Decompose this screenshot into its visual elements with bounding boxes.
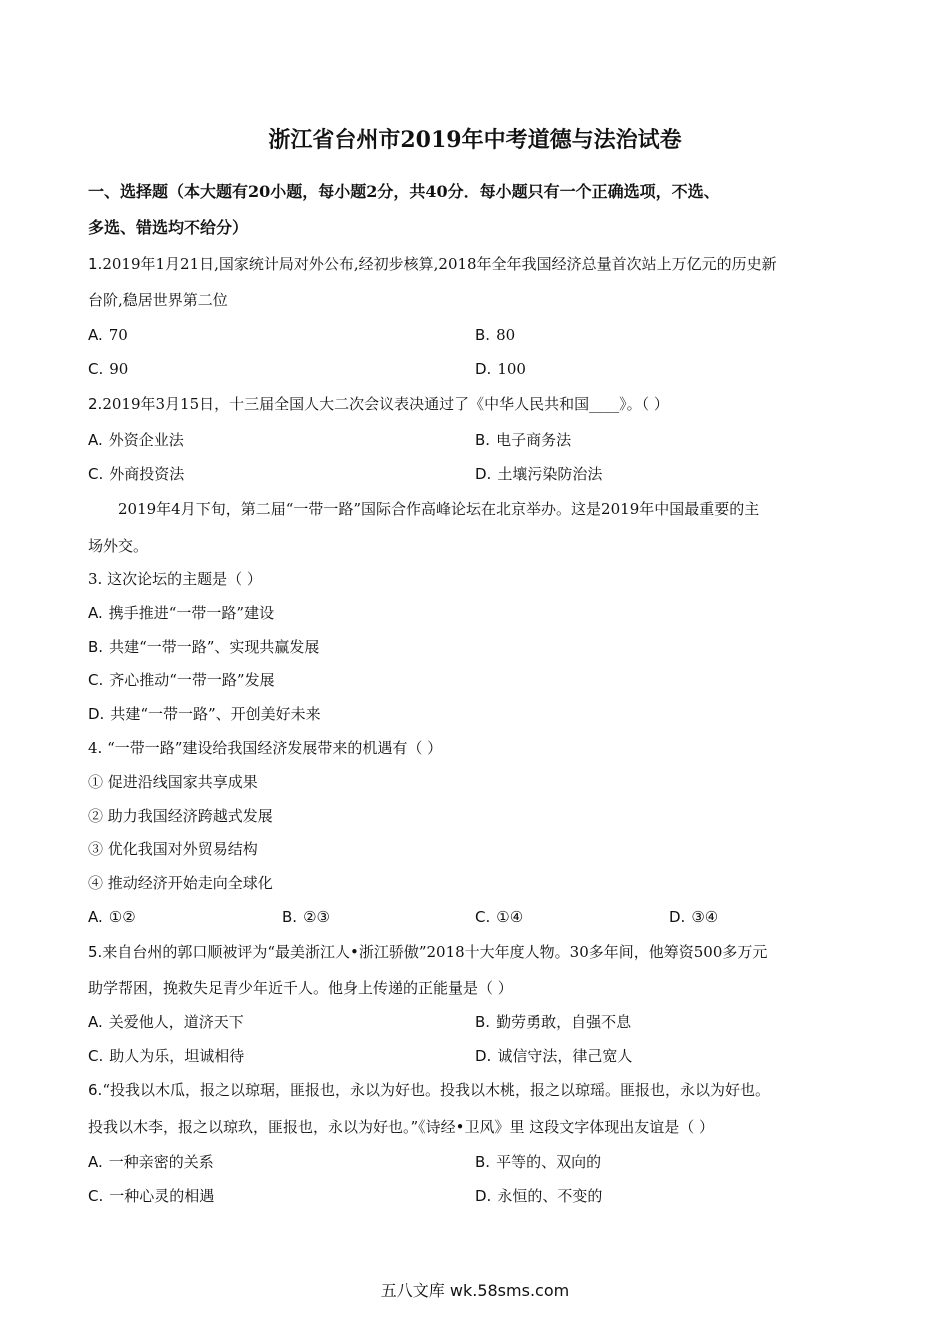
q5-option-c: C. 助人为乐，坦诚相待 — [88, 1047, 245, 1065]
q4-item-4: ④ 推动经济开始走向全球化 — [88, 874, 273, 892]
q6-option-b: B. 平等的、双向的 — [475, 1153, 602, 1171]
q1-number: 1. — [88, 255, 103, 273]
q4-item-2: ② 助力我国经济跨越式发展 — [88, 807, 273, 825]
footer-watermark: 五八文库 wk.58sms.com — [380, 1281, 570, 1300]
q3-option-d: D. 共建“一带一路”、开创美好未来 — [88, 705, 321, 723]
q4-option-a: A. ①② — [88, 908, 136, 926]
q4-item-1: ① 促进沿线国家共享成果 — [88, 773, 258, 791]
q4-option-d: D. ③④ — [669, 908, 719, 926]
page-title: 浙江省台州市2019年中考道德与法治试卷 — [268, 127, 682, 153]
q4-stem: 4. “一带一路”建设给我国经济发展带来的机遇有（ ） — [88, 739, 443, 757]
q3-option-b: B. 共建“一带一路”、实现共赢发展 — [88, 638, 320, 656]
q1-stem-line2: 台阶,稳居世界第二位 — [88, 291, 228, 309]
q4-item-3: ③ 优化我国对外贸易结构 — [88, 840, 258, 858]
q5-option-d: D. 诚信守法，律己宽人 — [475, 1047, 633, 1065]
q1-option-a: A. 70 — [88, 326, 128, 344]
q1-stem-line1: 1.2019年1月21日,国家统计局对外公布,经初步核算,2018年全年我国经济总量首次站上万亿元的历史新 — [88, 255, 777, 273]
q4-option-b: B. ②③ — [282, 908, 330, 926]
q6-option-d: D. 永恒的、不变的 — [475, 1187, 603, 1205]
section-heading-line2: 多选、错选均不给分） — [88, 218, 249, 237]
q1-option-d: D. 100 — [475, 360, 526, 378]
q6-number: 6. — [88, 1081, 103, 1099]
q1-option-c: C. 90 — [88, 360, 129, 378]
q5-option-b: B. 勤劳勇敢，自强不息 — [475, 1013, 632, 1031]
q6-stem-line1: 6.“投我以木瓜，报之以琼琚，匪报也，永以为好也。投我以木桃，报之以琼瑶。匪报也，永以为好也。 — [88, 1081, 770, 1099]
q4-option-c: C. ①④ — [475, 908, 524, 926]
q3-stem: 3. 这次论坛的主题是（ ） — [88, 570, 262, 588]
q2-option-d: D. 土壤污染防治法 — [475, 465, 603, 483]
q3-option-a: A. 携手推进“一带一路”建设 — [88, 604, 275, 622]
passage-line2: 场外交。 — [88, 537, 149, 555]
q6-stem-line2: 投我以木李，报之以琼玖，匪报也，永以为好也。”《诗经•卫风》里 这段文字体现出友谊是（ ） — [88, 1118, 715, 1136]
q2-option-b: B. 电子商务法 — [475, 431, 572, 449]
q1-option-b: B. 80 — [475, 326, 516, 344]
q5-number: 5. — [88, 943, 103, 961]
q5-stem-line2: 助学帮困，挽救失足青少年近千人。他身上传递的正能量是（ ） — [88, 979, 513, 997]
passage-line1: 2019年4月下旬，第二届“一带一路”国际合作高峰论坛在北京举办。这是2019年中国最重要的主 — [118, 500, 760, 518]
q3-option-c: C. 齐心推动“一带一路”发展 — [88, 671, 275, 689]
q2-option-c: C. 外商投资法 — [88, 465, 185, 483]
q6-option-a: A. 一种亲密的关系 — [88, 1153, 214, 1171]
q5-option-a: A. 关爱他人，道济天下 — [88, 1013, 244, 1031]
q6-option-c: C. 一种心灵的相遇 — [88, 1187, 215, 1205]
section-heading-line1: 一、选择题（本大题有20小题，每小题2分，共40分．每小题只有一个正确选项，不选、 — [88, 182, 720, 201]
q5-stem-line1: 5.来自台州的郭口顺被评为“最美浙江人•浙江骄傲”2018十大年度人物。30多年间，他筹资500多万元 — [88, 943, 768, 961]
q2-number: 2. — [88, 395, 103, 413]
q2-stem: 2.2019年3月15日，十三届全国人大二次会议表决通过了《中华人民共和国____》。（ ） — [88, 395, 669, 413]
q2-option-a: A. 外资企业法 — [88, 431, 184, 449]
